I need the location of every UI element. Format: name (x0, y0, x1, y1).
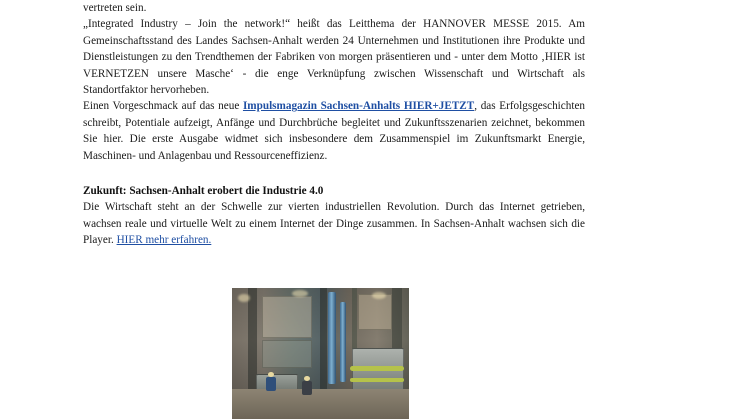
impulsmagazin-link[interactable]: Impulsmagazin Sachsen-Anhalts HIER+JETZT (242, 100, 475, 113)
photo-hose (350, 366, 404, 371)
photo-light (292, 290, 308, 297)
photo-floor (232, 389, 409, 419)
paragraph-impulsmagazin-rest: , das Erfolgsgeschichten schreibt, Potentiale aufzeigt, Anfänge und Durchbrüche begleitet und Zukunftsszenarien zeichnet, bekommen Sie hier. Die erste Ausgabe widmet sich insbesondere dem Zusammenspiel im Zukunftsmarkt Energie, Maschinen- und Anlagenbau und Ressourceneffizienz. (83, 100, 585, 162)
paragraph-impulsmagazin (83, 98, 585, 164)
photo-worker-body (266, 377, 276, 391)
photo-worker (302, 376, 312, 396)
paragraph-leitthema-text: „Integrated Industry – Join the network!“ heißt das Leitthema der HANNOVER MESSE 2015. Am Gemeinschaftsstand des Landes Sachsen-Anhalt werden 24 Unternehmen und Institutionen ihre Produkte und Dienstleistungen zu den Trendthemen der Fabriken von morgen präsentieren und - unter dem Motto ‚HIER ist VERNETZEN unsere Masche‘ - die enge Verknüpfung zwischen Wissenschaft und Wirtschaft als Standortfaktor hervorheben. (83, 18, 585, 97)
paragraph-impulsmagazin-lead: Einen Vorgeschmack auf das neue (83, 100, 243, 113)
photo-worker-body (302, 381, 312, 395)
photo-worker (266, 372, 276, 392)
section-heading: Zukunft: Sachsen-Anhalt erobert die Industrie 4.0 (83, 185, 324, 198)
photo-hose (350, 378, 404, 382)
paragraph-intro (83, 0, 585, 16)
factory-photo (232, 288, 409, 419)
photo-pipe (340, 302, 346, 382)
photo-panel (358, 294, 392, 330)
paragraph-closing-text: Die Wirtschaft steht an der Schwelle zur vierten industriellen Revolution. Durch das Internet getrieben, wachsen reale und virtuelle Welt zu einem Internet der Dinge zusammen. In Sachsen-Anhalt wachsen sich die Player. (83, 201, 585, 247)
photo-light (238, 294, 250, 302)
photo-panel (262, 340, 312, 368)
hier-mehr-erfahren-link[interactable]: HIER mehr erfahren. (116, 234, 212, 247)
photo-light (372, 292, 386, 299)
paragraph-intro-text: vertreten sein. (83, 2, 147, 14)
paragraph-closing (83, 199, 585, 248)
paragraph-leitthema (83, 16, 585, 98)
document-body (83, 0, 585, 249)
photo-panel (262, 296, 312, 338)
photo-pipe (328, 292, 336, 384)
